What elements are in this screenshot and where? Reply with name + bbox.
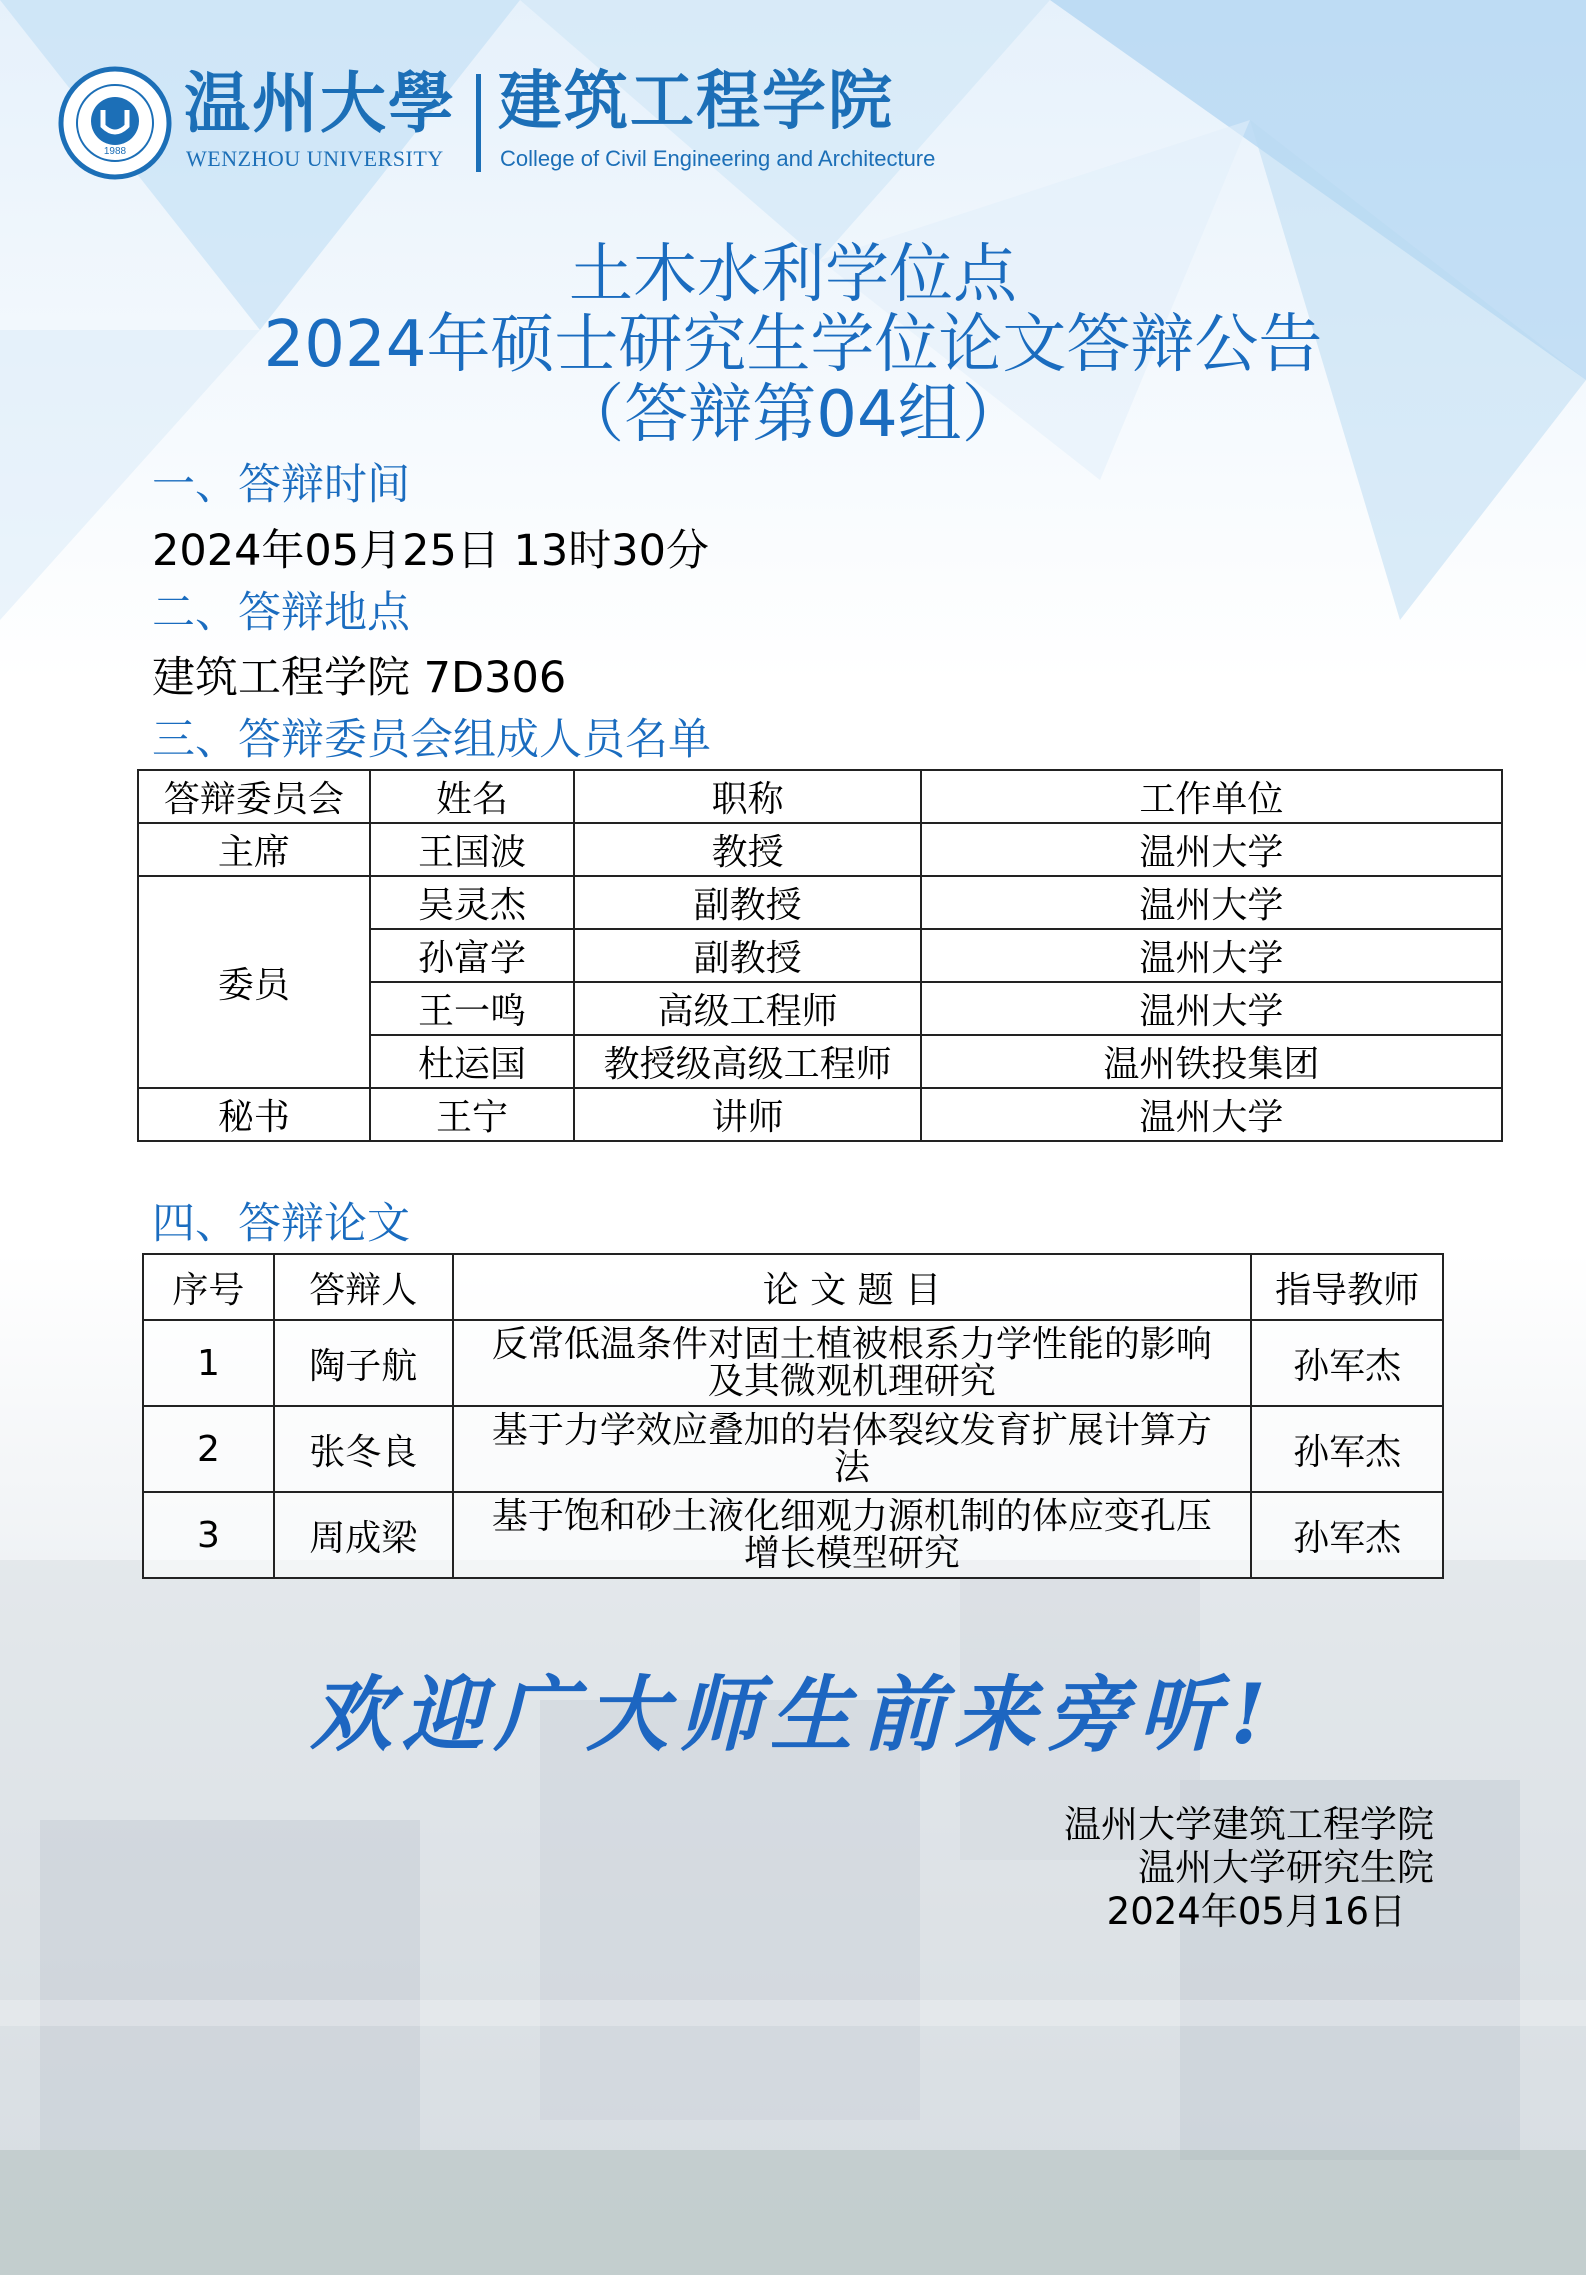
university-name-en: WENZHOU UNIVERSITY	[186, 146, 444, 171]
header-topic: 论 文 题 目	[453, 1254, 1252, 1320]
member-name: 王宁	[370, 1088, 575, 1141]
member-title: 教授级高级工程师	[574, 1035, 920, 1088]
thesis-topic-line-2: 及其微观机理研究	[707, 1361, 996, 1402]
thesis-topic-line-1: 基于力学效应叠加的岩体裂纹发育扩展计算方	[491, 1410, 1212, 1451]
committee-table	[137, 769, 1503, 1142]
member-name: 王国波	[370, 823, 575, 876]
committee-heading: 三、答辩委员会组成人员名单	[152, 715, 711, 765]
university-name-cn: 温州大學	[184, 64, 456, 142]
place-heading: 二、答辩地点	[152, 588, 410, 638]
time-heading: 一、答辩时间	[152, 460, 410, 510]
member-title: 副教授	[574, 876, 920, 929]
thesis-topic	[453, 1406, 1252, 1492]
table-row	[143, 1320, 1443, 1406]
time-value: 2024年05月25日 13时30分	[152, 526, 709, 576]
table-row	[143, 1492, 1443, 1578]
place-value: 建筑工程学院 7D306	[152, 653, 567, 703]
header-org: 工作单位	[921, 770, 1502, 823]
seal-year: 1988	[103, 146, 127, 157]
member-org: 温州大学	[921, 823, 1502, 876]
title-line-1: 土木水利学位点	[569, 238, 1017, 312]
thesis-topic-line-1: 基于饱和砂土液化细观力源机制的体应变孔压	[491, 1496, 1212, 1537]
member-org: 温州大学	[921, 982, 1502, 1035]
thesis-student: 周成梁	[274, 1492, 453, 1578]
thesis-topic-line-2: 法	[833, 1447, 870, 1488]
role-chair: 主席	[138, 823, 370, 876]
member-title: 高级工程师	[574, 982, 920, 1035]
member-title: 教授	[574, 823, 920, 876]
thesis-number: 3	[143, 1492, 274, 1578]
thesis-table	[142, 1253, 1444, 1579]
member-org: 温州大学	[921, 1088, 1502, 1141]
college-name-cn: 建筑工程学院	[498, 64, 894, 139]
member-name: 孙富学	[370, 929, 575, 982]
thesis-student: 张冬良	[274, 1406, 453, 1492]
signature-graduate-school: 温州大学研究生院	[1138, 1846, 1434, 1889]
title-line-2: 2024年硕士研究生学位论文答辩公告	[263, 308, 1323, 382]
member-name: 王一鸣	[370, 982, 575, 1035]
member-title: 讲师	[574, 1088, 920, 1141]
member-name: 吴灵杰	[370, 876, 575, 929]
college-name-en: College of Civil Engineering and Architecture	[500, 146, 936, 171]
thesis-number: 2	[143, 1406, 274, 1492]
thesis-topic-line-2: 增长模型研究	[743, 1533, 960, 1574]
header-advisor: 指导教师	[1251, 1254, 1443, 1320]
header-number: 序号	[143, 1254, 274, 1320]
thesis-advisor: 孙军杰	[1251, 1320, 1443, 1406]
header-logo	[58, 62, 958, 182]
role-members: 委员	[138, 876, 370, 1088]
header-title: 职称	[574, 770, 920, 823]
table-row	[138, 1088, 1502, 1141]
table-row	[143, 1406, 1443, 1492]
member-org: 温州大学	[921, 929, 1502, 982]
member-org: 温州铁投集团	[921, 1035, 1502, 1088]
role-secretary: 秘书	[138, 1088, 370, 1141]
member-name: 杜运国	[370, 1035, 575, 1088]
thesis-heading: 四、答辩论文	[152, 1199, 410, 1249]
thesis-topic	[453, 1492, 1252, 1578]
header-name: 姓名	[370, 770, 575, 823]
table-header-row	[143, 1254, 1443, 1320]
welcome-slogan: 欢迎广大师生前来旁听!	[310, 1667, 1276, 1763]
header-student: 答辩人	[274, 1254, 453, 1320]
member-title: 副教授	[574, 929, 920, 982]
thesis-topic	[453, 1320, 1252, 1406]
table-row	[138, 823, 1502, 876]
table-row	[138, 876, 1502, 929]
member-org: 温州大学	[921, 876, 1502, 929]
thesis-advisor: 孙军杰	[1251, 1492, 1443, 1578]
university-seal-icon	[58, 66, 172, 180]
thesis-student: 陶子航	[274, 1320, 453, 1406]
signature-college: 温州大学建筑工程学院	[1064, 1803, 1434, 1846]
thesis-topic-line-1: 反常低温条件对固土植被根系力学性能的影响	[491, 1324, 1212, 1365]
thesis-number: 1	[143, 1320, 274, 1406]
table-header-row	[138, 770, 1502, 823]
title-line-3: （答辩第04组）	[560, 378, 1026, 452]
logo-divider	[476, 74, 481, 172]
signature-date: 2024年05月16日	[1106, 1890, 1406, 1933]
thesis-advisor: 孙军杰	[1251, 1406, 1443, 1492]
header-committee: 答辩委员会	[138, 770, 370, 823]
